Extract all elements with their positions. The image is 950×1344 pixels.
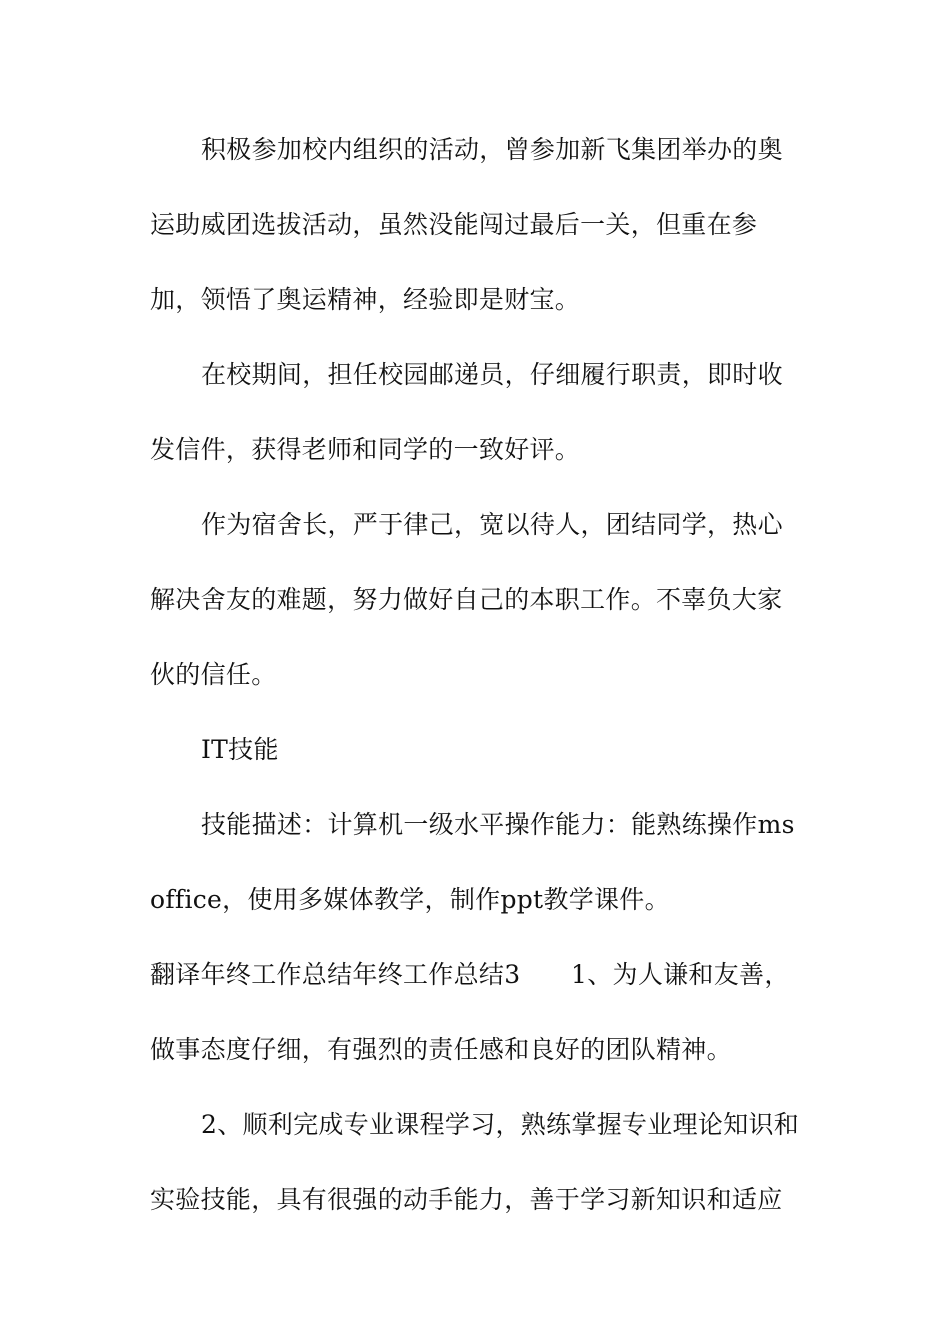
text-line: 作为宿舍长，严于律己，宽以待人，团结同学，热心 [201,510,783,539]
text-line: 积极参加校内组织的活动，曾参加新飞集团举办的奥 [201,135,783,164]
text-line: 运助威团选拔活动，虽然没能闯过最后一关，但重在参 [150,210,758,239]
text-line: 加，领悟了奥运精神，经验即是财宝。 [150,285,581,314]
text-line: 做事态度仔细，有强烈的责任感和良好的团队精神。 [150,1035,732,1064]
text-line: 实验技能，具有很强的动手能力，善于学习新知识和适应 [150,1185,783,1214]
text-line: 伙的信任。 [150,660,277,689]
text-line: 技能描述：计算机一级水平操作能力：能熟练操作ms [201,810,795,839]
text-line: 发信件，获得老师和同学的一致好评。 [150,435,581,464]
text-line: 2、顺利完成专业课程学习，熟练掌握专业理论知识和 [201,1110,800,1139]
text-line: 解决舍友的难题，努力做好自己的本职工作。不辜负大家 [150,585,783,614]
text-line: 翻译年终工作总结年终工作总结3 1、为人谦和友善， [150,960,790,989]
section-heading: IT技能 [201,735,279,764]
text-line: 在校期间，担任校园邮递员，仔细履行职责，即时收 [201,360,783,389]
text-line: office，使用多媒体教学，制作ppt教学课件。 [150,885,670,914]
